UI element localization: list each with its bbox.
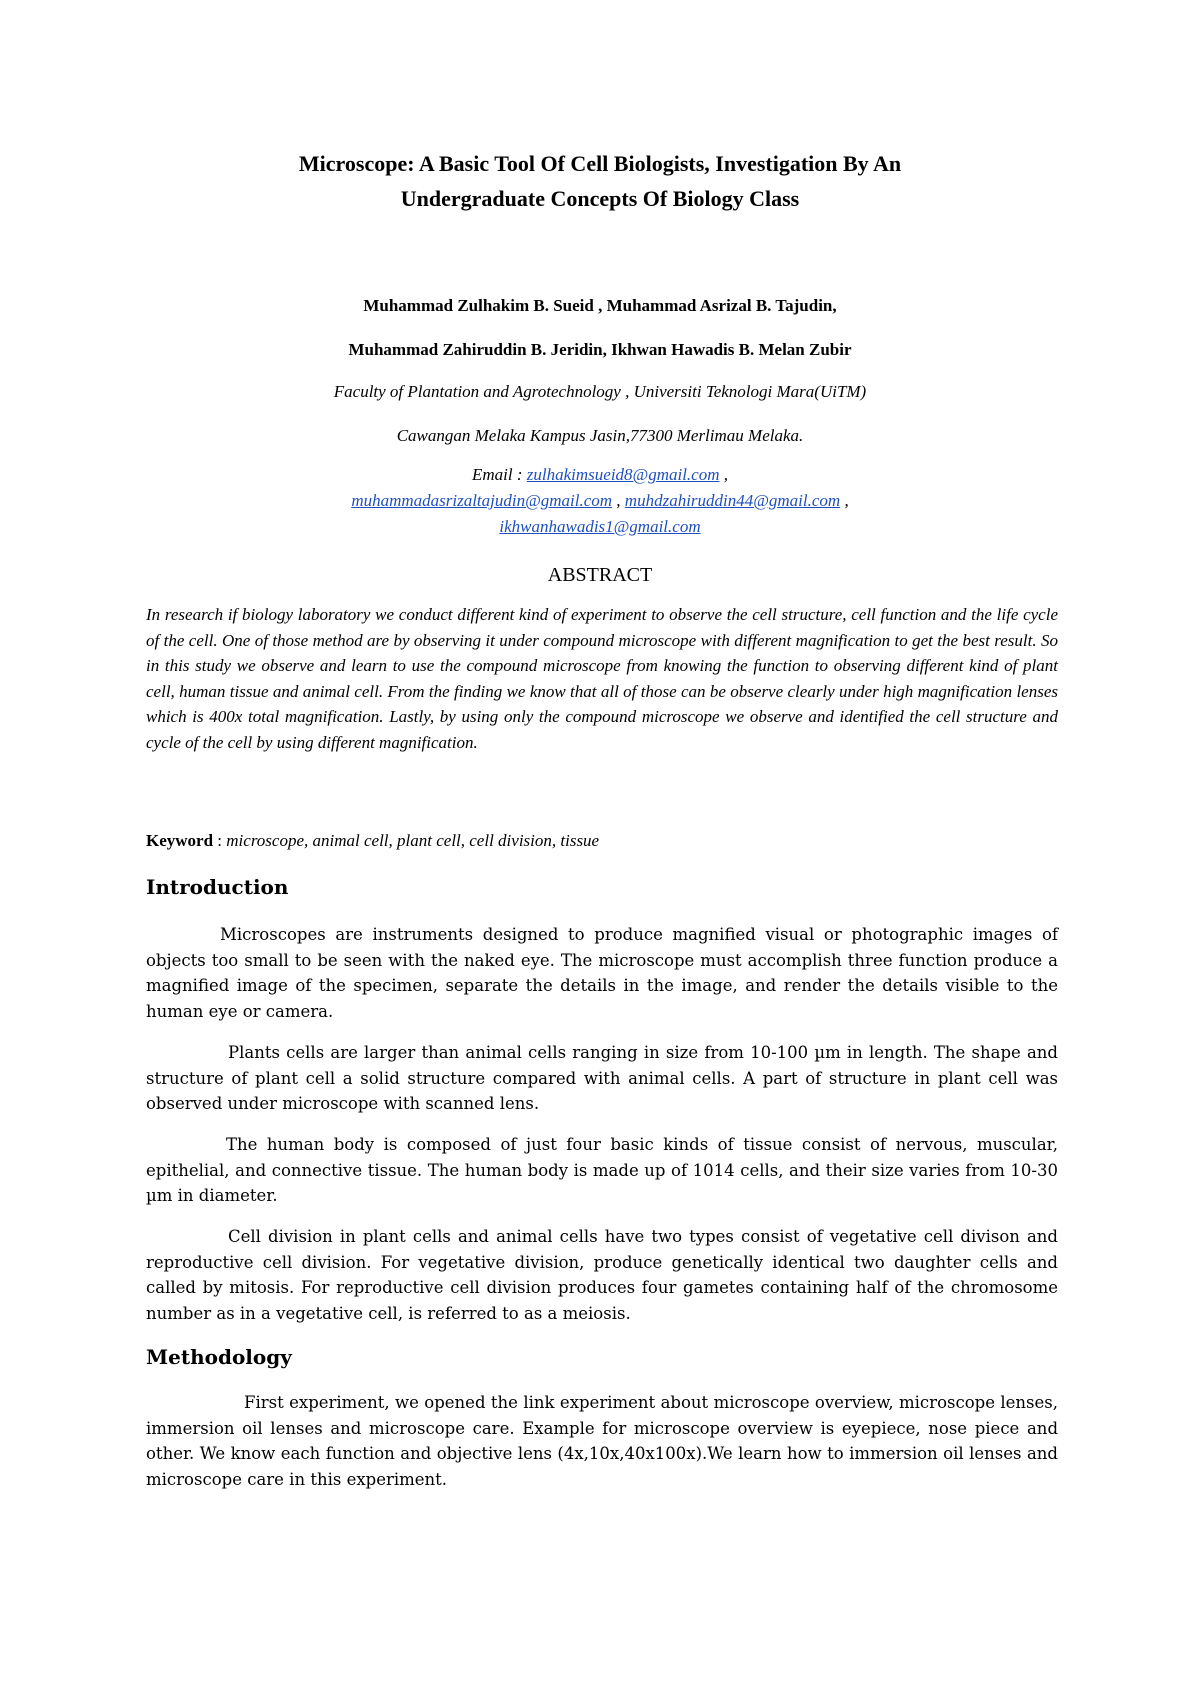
method-paragraph-1: First experiment, we opened the link experiment about microscope overview, microscope lenses, immersion oil lenses and microscope care. Example for microscope overview is eyepiece, nose piece and other. We know each function and objective lens (4x,10x,40x100x).We learn how to immersion oil lenses and microscope care in this experiment.	[146, 1393, 1058, 1489]
intro-paragraph-1: Microscopes are instruments designed to produce magnified visual or photographic images of objects too small to be seen with the naked eye. The microscope must accomplish three function produce a magnified image of the specimen, separate the details in the image, and render the details visible to the human eye or camera.	[146, 925, 1058, 1021]
abstract-body: In research if biology laboratory we conduct different kind of experiment to observe the cell structure, cell function and the life cycle of the cell. One of those method are by observing it under compound microscope with different magnification to get the best result. So in this study we observe and learn to use the compound microscope from knowing the function to observing different kind of plant cell, human tissue and animal cell. From the finding we know that all of those can be observe clearly under high magnification lenses which is 400x total magnification. Lastly, by using only the compound microscope we observe and identified the cell structure and cycle of the cell by using different magnification.	[146, 605, 1058, 752]
affiliation-line-2: Cawangan Melaka Kampus Jasin,77300 Merlimau Melaka.	[396, 426, 804, 445]
affiliation-line-1: Faculty of Plantation and Agrotechnology , Universiti Teknologi Mara(UiTM)	[333, 382, 867, 401]
title-line-1: Microscope: A Basic Tool Of Cell Biologists, Investigation By An	[298, 151, 902, 176]
authors-line-1: Muhammad Zulhakim B. Sueid , Muhammad Asrizal B. Tajudin,	[363, 296, 837, 315]
keyword-line	[146, 828, 1058, 853]
email-label: Email :	[472, 465, 527, 484]
email-link-zahiruddin[interactable]: muhdzahiruddin44@gmail.com	[624, 491, 841, 510]
intro-paragraph-2: Plants cells are larger than animal cells ranging in size from 10-100 µm in length. The shape and structure of plant cell a solid structure compared with animal cells. A part of structure in plant cell was observed under microscope with scanned lens.	[146, 1043, 1058, 1114]
email-separator: ,	[840, 491, 849, 510]
keyword-label: Keyword	[146, 831, 214, 850]
email-link-asrizal[interactable]: muhammadasrizaltajudin@gmail.com	[351, 491, 613, 510]
keyword-separator: :	[213, 831, 227, 850]
title-line-2: Undergraduate Concepts Of Biology Class	[400, 186, 800, 211]
affiliation	[120, 370, 1080, 458]
keyword-list: microscope, animal cell, plant cell, cell division, tissue	[226, 831, 600, 850]
email-separator: ,	[612, 491, 625, 510]
authors-line-2: Muhammad Zahiruddin B. Jeridin, Ikhwan Hawadis B. Melan Zubir	[348, 340, 852, 359]
email-separator: ,	[719, 465, 728, 484]
email-link-zulhakim[interactable]: zulhakimsueid8@gmail.com	[526, 465, 720, 484]
introduction-heading: Introduction	[146, 875, 289, 899]
intro-paragraph-4: Cell division in plant cells and animal cells have two types consist of vegetative cell divison and reproductive cell division. For vegetative division, produce genetically identical two daughter cells and called by mitosis. For reproductive cell division produces four gametes containing half of the chromosome number as in a vegetative cell, is referred to as a meiosis.	[146, 1227, 1058, 1323]
paper-title	[120, 146, 1080, 216]
author-list	[120, 284, 1080, 372]
abstract-heading: ABSTRACT	[547, 564, 653, 586]
methodology-heading: Methodology	[146, 1345, 292, 1369]
email-link-ikhwan[interactable]: ikhwanhawadis1@gmail.com	[499, 517, 701, 536]
intro-paragraph-3: The human body is composed of just four basic kinds of tissue consist of nervous, muscular, epithelial, and connective tissue. The human body is made up of 1014 cells, and their size varies from 10-30 µm in diameter.	[146, 1135, 1058, 1206]
email-block	[160, 462, 1040, 540]
